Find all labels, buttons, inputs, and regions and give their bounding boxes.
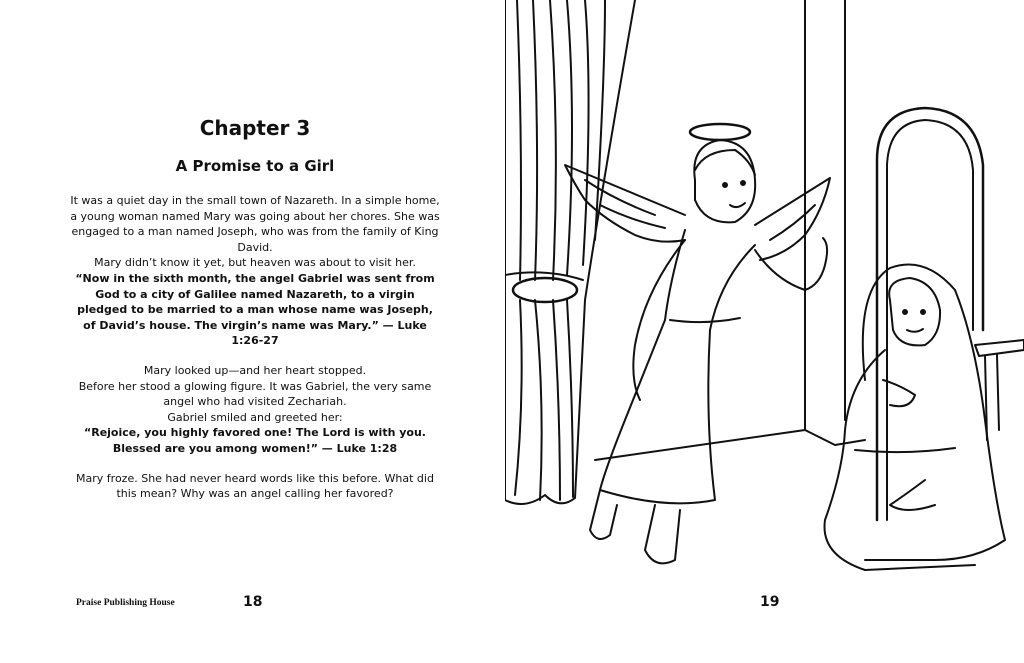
chapter-subtitle: A Promise to a Girl xyxy=(175,157,335,175)
halo xyxy=(690,124,750,140)
scripture-quote: “Now in the sixth month, the angel Gabriel was sent from God to a city of Galilee named Nazareth, to a virgin pledged to be married to a man whose name was Joseph, of David’s house. The virgin’s name was Mary.” — Luke 1:26-27 xyxy=(75,271,435,348)
page-number-right: 19 xyxy=(760,594,780,610)
mary-belt xyxy=(855,448,955,452)
paragraph: Mary froze. She had never heard words like this before. What did this mean? Why was an angel calling her favored? xyxy=(76,471,434,501)
angel-belt xyxy=(670,318,740,322)
mary-eye xyxy=(921,310,925,314)
angel-smile xyxy=(730,203,745,207)
chapter-title: Chapter 3 xyxy=(199,116,311,140)
angel-robe xyxy=(600,230,755,503)
table-leg xyxy=(997,355,999,430)
angel-eye xyxy=(741,181,745,185)
right-wing xyxy=(755,178,830,260)
paragraph: Gabriel smiled and greeted her: xyxy=(167,410,343,424)
scripture-quote: “Rejoice, you highly favored one! The Lord is with you. Blessed are you among women!” — Luke 1:28 xyxy=(84,426,426,455)
story-text xyxy=(70,193,440,502)
page-number-left: 18 xyxy=(243,594,263,610)
mary-dress xyxy=(825,350,976,570)
mary-smile xyxy=(907,329,923,332)
publisher-name: Praise Publishing House xyxy=(76,598,175,608)
mary xyxy=(825,264,1006,570)
angel-eye xyxy=(723,183,727,187)
floor-line-left xyxy=(595,430,805,460)
angel-hair xyxy=(695,150,755,175)
mary-eye xyxy=(903,310,907,314)
mary-hand-lap xyxy=(890,480,935,510)
paragraph: Mary didn’t know it yet, but heaven was about to visit her. xyxy=(94,256,416,270)
arched-window xyxy=(877,108,983,520)
floor-line xyxy=(805,430,865,445)
paragraph: It was a quiet day in the small town of Nazareth. In a simple home, a young woman named Mary was going about her chores. She was engaged to a man named Joseph, who was from the family of King David. xyxy=(70,194,440,254)
curtain xyxy=(505,0,635,504)
table-top xyxy=(975,340,1024,356)
annunciation-illustration xyxy=(505,0,1024,580)
angel-head xyxy=(694,140,755,222)
paragraph: Mary looked up—and her heart stopped. xyxy=(143,363,367,377)
left-page xyxy=(0,0,505,663)
angel-foot xyxy=(590,490,617,539)
angel-gabriel xyxy=(565,124,830,563)
arched-window-inner xyxy=(887,120,973,520)
paragraph: Before her stood a glowing figure. It was Gabriel, the very same angel who had visited Zechariah. xyxy=(78,379,432,409)
angel-foot xyxy=(645,505,680,563)
mary-face xyxy=(889,278,940,345)
